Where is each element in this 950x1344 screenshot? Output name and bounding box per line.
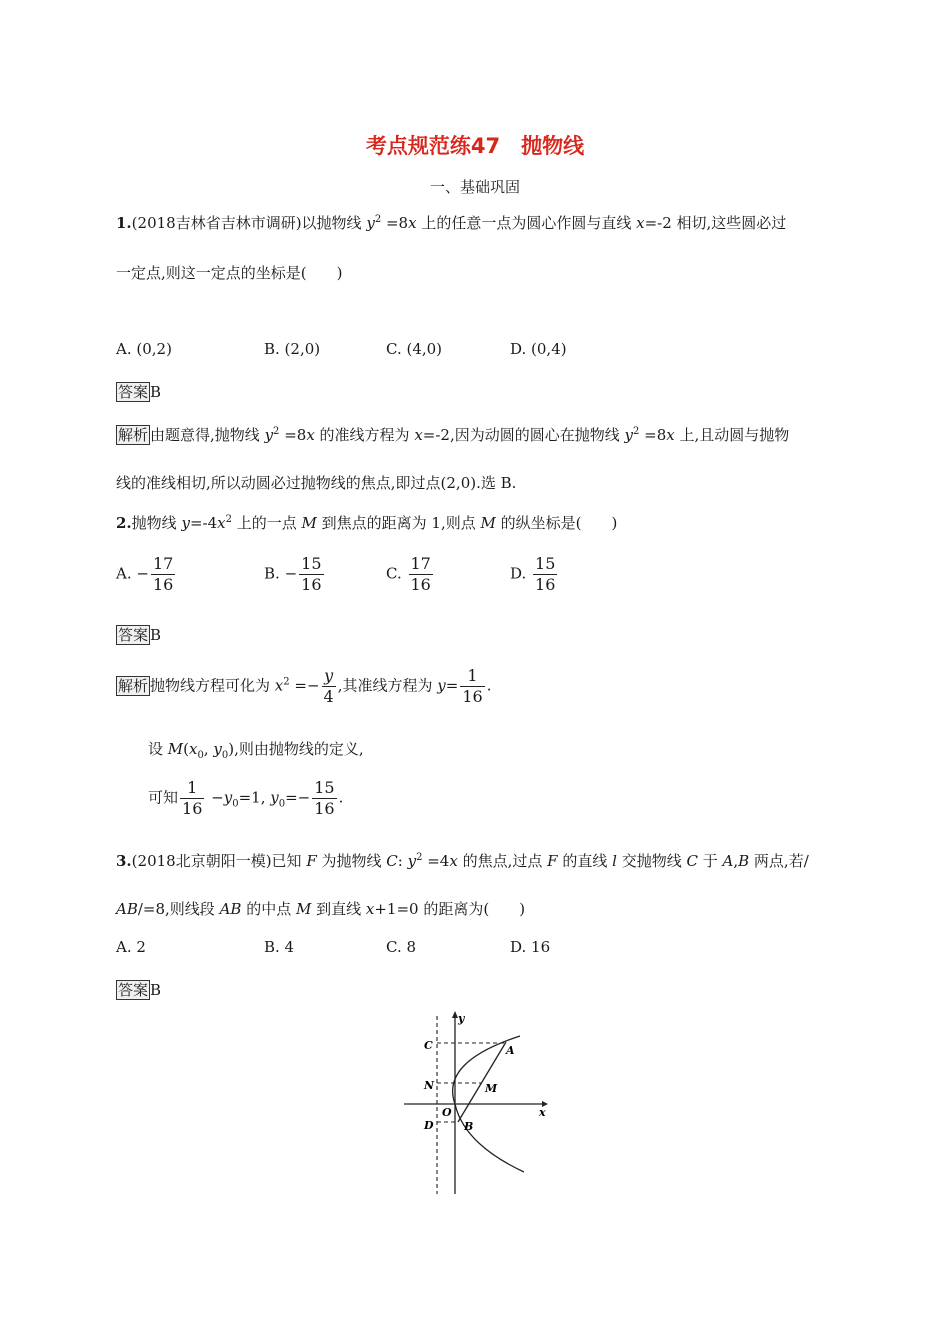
q1-analysis-line1: 解析 由题意得,抛物线 $y^2 =8x$ 的准线方程为 x=-2,因为动圆的圆心在抛物线 $y^2 =8x$ 上,且动圆与抛物 (118, 426, 790, 444)
chord-ab (458, 1042, 506, 1122)
q3-option-c: C. 8 (386, 938, 417, 956)
q1-option-a: A. (0,2) (116, 340, 172, 358)
q2-option-c: C. $\frac{17}{16}$ (386, 554, 431, 594)
q1-stem-line2: 一定点,则这一定点的坐标是( ) (116, 264, 343, 282)
q3-answer: 答案 B (118, 981, 162, 999)
q2-number: 2. (116, 514, 132, 532)
analysis-tag: 解析 (118, 676, 149, 695)
q3-option-d: D. 16 (510, 938, 551, 956)
label-d: D (424, 1119, 434, 1132)
label-a: A (506, 1044, 515, 1057)
label-m: M (485, 1082, 498, 1095)
q2-option-d: D. $\frac{15}{16}$ (510, 554, 556, 594)
answer-tag: 答案 (118, 626, 149, 644)
q1-option-d: D. (0,4) (510, 340, 567, 358)
q3-number: 3. (116, 852, 132, 870)
q1-option-b: B. (2,0) (264, 340, 321, 358)
q1-answer: 答案 B (118, 383, 162, 401)
label-n: N (424, 1079, 435, 1092)
q1-analysis-line2: 线的准线相切,所以动圆必过抛物线的焦点,即过点(2,0).选 B. (116, 474, 517, 492)
q2-analysis-line3: 可知 $\frac{1}{16}$ $-y_0=1$, $y_0=-$ $\frac{15}{16}$ . (148, 778, 344, 818)
answer-tag: 答案 (118, 383, 149, 401)
page-title: 考点规范练47 抛物线 (365, 134, 585, 158)
section-subtitle: 一、基础巩固 (429, 178, 520, 196)
q2-option-a: A. − $\frac{17}{16}$ (116, 554, 174, 594)
q3-stem-line2: AB/=8,则线段 AB 的中点 M 到直线 x+1=0 的距离为( ) (116, 900, 526, 918)
q1-stem-line1: 1.(2018吉林省吉林市调研)以抛物线 $y^2 =8x$ 上的任意一点为圆心作圆与直线 x=-2 相切,这些圆必过 (116, 214, 787, 232)
q1-number: 1. (116, 214, 132, 232)
q2-stem: 2.抛物线 $y=-4x^2$ 上的一点 M 到焦点的距离为 1,则点 M 的纵坐标是( ) (116, 514, 618, 532)
q2-option-b: B. − $\frac{15}{16}$ (264, 554, 322, 594)
label-x: x (539, 1106, 546, 1119)
q2-analysis-line1: 解析 抛物线方程可化为 $x^2$ =− $\frac{y}{4}$ ,其准线方程为 y= $\frac{1}{16}$ . (118, 666, 492, 706)
q2-answer: 答案 B (118, 626, 162, 644)
analysis-tag: 解析 (118, 426, 149, 444)
q2-analysis-line2: 设 $M(x_0$, $y_0$),则由抛物线的定义, (148, 740, 364, 761)
label-o: O (442, 1106, 452, 1119)
q3-option-a: A. 2 (116, 938, 146, 956)
q1-option-c: C. (4,0) (386, 340, 443, 358)
answer-tag: 答案 (118, 981, 149, 999)
q3-option-b: B. 4 (264, 938, 295, 956)
label-c: C (424, 1039, 433, 1052)
label-b: B (464, 1120, 474, 1133)
parabola-figure (400, 1008, 560, 1198)
label-y: y (458, 1012, 465, 1025)
q3-stem-line1: 3.(2018北京朝阳一模)已知 F 为抛物线 C: $y^2 =4x$ 的焦点,过点 F 的直线 l 交抛物线 C 于 A,B 两点,若/ (116, 852, 809, 870)
